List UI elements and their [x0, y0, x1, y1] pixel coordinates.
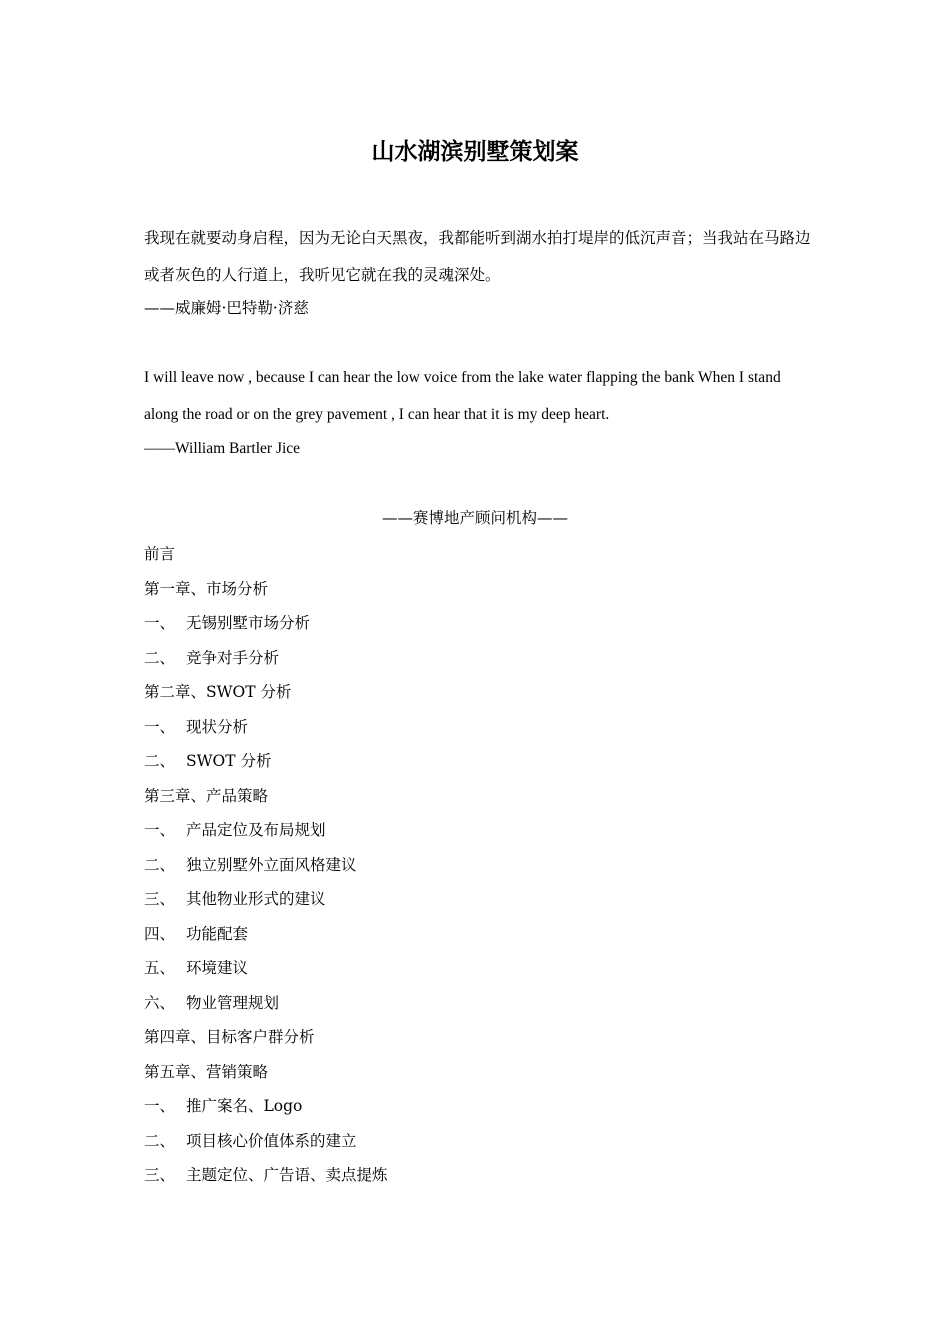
toc-item-number: 六、 — [144, 993, 176, 1012]
toc-item-text: 项目核心价值体系的建立 — [186, 1131, 357, 1150]
toc-item-text: 竞争对手分析 — [186, 648, 280, 667]
toc-item — [144, 1061, 388, 1096]
chinese-quote-attribution: ——威廉姆·巴特勒·济慈 — [144, 299, 309, 317]
toc-item-number: 二、 — [144, 648, 176, 667]
toc-item-text: 前言 — [144, 545, 176, 563]
toc-item-text: 环境建议 — [186, 959, 249, 977]
toc-item-number: 一、 — [144, 1097, 176, 1115]
toc-item-text: 功能配套 — [186, 924, 249, 943]
toc-item — [144, 785, 388, 820]
toc-item — [144, 923, 388, 958]
toc-item-number: 二、 — [144, 752, 176, 770]
toc-item-number: 二、 — [144, 1131, 176, 1150]
toc-item-number: 三、 — [144, 890, 176, 908]
toc-item-text: 第一章、市场分析 — [144, 579, 269, 598]
toc-item-text: 第四章、目标客户群分析 — [144, 1028, 315, 1046]
toc-item-number: 一、 — [144, 614, 176, 632]
toc-item — [144, 681, 388, 716]
toc-item-text: 第五章、营销策略 — [144, 1062, 269, 1081]
toc-item-number: 二、 — [144, 855, 176, 874]
toc-item — [144, 957, 388, 992]
toc-item — [144, 992, 388, 1027]
toc-item-number: 三、 — [144, 1166, 176, 1184]
toc-item-text: 无锡别墅市场分析 — [186, 614, 311, 632]
toc-item-text: 现状分析 — [186, 717, 249, 736]
toc-item — [144, 1164, 388, 1199]
toc-item — [144, 888, 388, 923]
toc-item-text: 其他物业形式的建议 — [186, 890, 326, 908]
organization-name: ——赛博地产顾问机构—— — [381, 509, 568, 527]
toc-item — [144, 647, 388, 682]
toc-item-number: 一、 — [144, 821, 176, 839]
toc-item — [144, 716, 388, 751]
chinese-quote: 我现在就要动身启程，因为无论白天黑夜，我都能听到湖水拍打堤岸的低沉声音；当我站在马路边或者灰色的人行道上，我听见它就在我的灵魂深处。 — [144, 229, 811, 284]
toc-item — [144, 543, 388, 578]
toc-item-text: 产品定位及布局规划 — [186, 821, 326, 839]
toc-item-text: 第二章、SWOT 分析 — [144, 683, 292, 701]
table-of-contents — [144, 543, 388, 1199]
toc-item — [144, 854, 388, 889]
toc-item — [144, 750, 388, 785]
toc-item-number: 一、 — [144, 717, 176, 736]
toc-item — [144, 1130, 388, 1165]
english-quote-attribution: ——William Bartler Jice — [144, 440, 301, 457]
toc-item-number: 四、 — [144, 924, 176, 943]
toc-item-text: 物业管理规划 — [186, 993, 280, 1012]
toc-item-text: 第三章、产品策略 — [144, 786, 269, 805]
toc-item — [144, 1095, 388, 1130]
toc-item-text: 独立别墅外立面风格建议 — [186, 855, 357, 874]
toc-item — [144, 612, 388, 647]
toc-item — [144, 819, 388, 854]
toc-item — [144, 1026, 388, 1061]
toc-item-number: 五、 — [144, 959, 176, 977]
document-title: 山水湖滨别墅策划案 — [371, 139, 579, 165]
toc-item-text: SWOT 分析 — [186, 752, 272, 770]
toc-item-text: 推广案名、Logo — [186, 1097, 303, 1115]
english-quote: I will leave now , because I can hear the low voice from the lake water flapping the bank When I stand along the road or on the grey pavement , I can hear that it is my deep heart. — [144, 369, 781, 423]
toc-item — [144, 578, 388, 613]
toc-item-text: 主题定位、广告语、卖点提炼 — [186, 1166, 388, 1184]
